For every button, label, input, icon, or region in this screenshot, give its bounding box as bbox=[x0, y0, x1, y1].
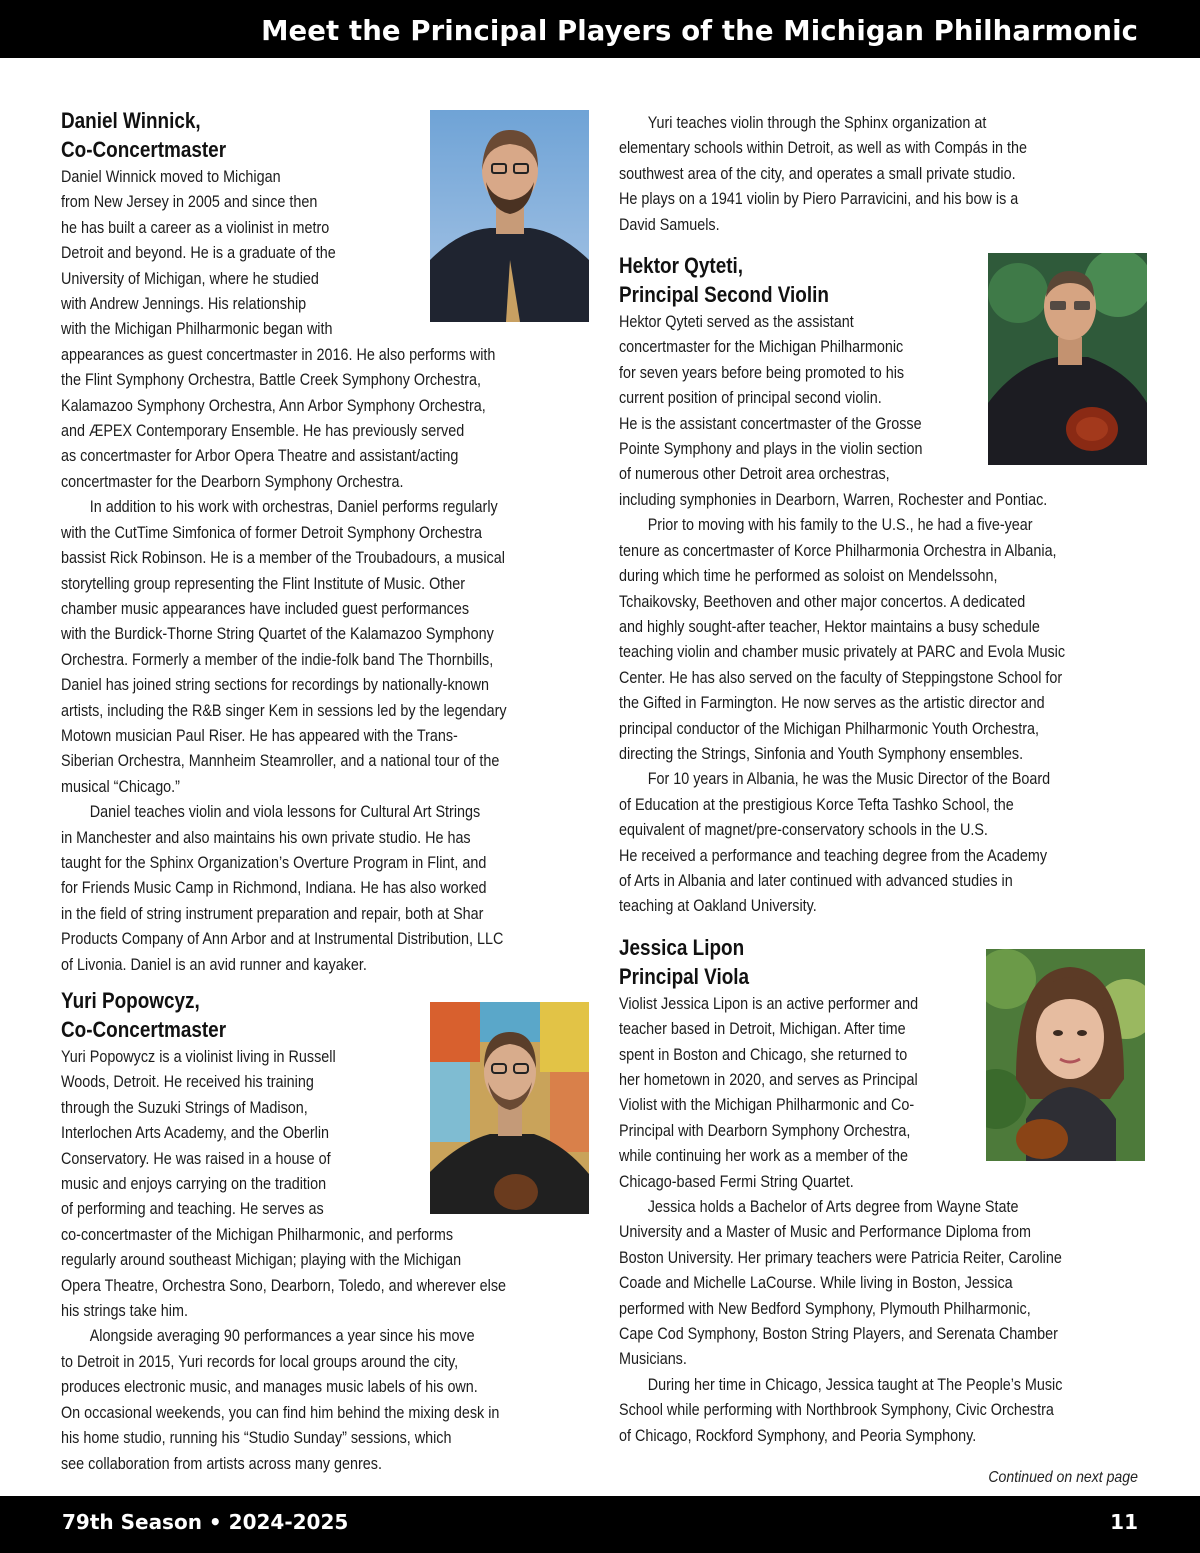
bio-line: He plays on a 1941 violin by Piero Parravicini, and his bow is a bbox=[619, 189, 1019, 209]
bio-line: equivalent of magnet/pre-conservatory schools in the U.S. bbox=[619, 820, 988, 840]
bio-line: Orchestra. Formerly a member of the indie-folk band The Thornbills, bbox=[61, 649, 494, 669]
bio-line: Opera Theatre, Orchestra Sono, Dearborn, Toledo, and wherever else bbox=[61, 1275, 507, 1295]
bio-line: to Detroit in 2015, Yuri records for local groups around the city, bbox=[61, 1351, 459, 1371]
bio-line: see collaboration from artists across many genres. bbox=[61, 1453, 382, 1473]
bio-line: with Andrew Jennings. His relationship bbox=[61, 294, 307, 314]
bio-line: Musicians. bbox=[619, 1349, 687, 1369]
bio-line: Chicago-based Fermi String Quartet. bbox=[619, 1171, 854, 1191]
winnick-photo bbox=[430, 110, 589, 322]
popowcyz-name: Yuri Popowcyz, bbox=[61, 988, 200, 1013]
bio-line: of numerous other Detroit area orchestras, bbox=[619, 464, 890, 484]
bio-line: of Livonia. Daniel is an avid runner and kayaker. bbox=[61, 954, 367, 974]
bio-line: storytelling group representing the Flint Institute of Music. Other bbox=[61, 573, 466, 593]
bio-line: with the CutTime Simfonica of former Detroit Symphony Orchestra bbox=[61, 522, 482, 542]
lipon-name: Jessica Lipon bbox=[619, 934, 745, 960]
popowcyz-bio-continued bbox=[619, 110, 1147, 237]
footer-bar bbox=[0, 1496, 1200, 1553]
bio-line: musical “Chicago.” bbox=[61, 776, 180, 796]
bio-line: On occasional weekends, you can find him behind the mixing desk in bbox=[61, 1402, 500, 1422]
bio-line: concertmaster for the Michigan Philharmonic bbox=[619, 337, 904, 357]
bio-line: from New Jersey in 2005 and since then bbox=[61, 192, 318, 212]
bio-line: regularly around southeast Michigan; playing with the Michigan bbox=[61, 1250, 462, 1270]
bio-line: of performing and teaching. He serves as bbox=[61, 1199, 324, 1219]
bio-line: elementary schools within Detroit, as well as with Compás in the bbox=[619, 138, 1027, 158]
bio-line: Daniel Winnick moved to Michigan bbox=[61, 167, 281, 186]
bio-line: in Manchester and also maintains his own private studio. He has bbox=[61, 827, 471, 847]
lipon-photo bbox=[986, 949, 1145, 1161]
bio-line: Violist Jessica Lipon is an active performer and bbox=[619, 993, 919, 1013]
page-title: Meet the Principal Players of the Michigan Philharmonic bbox=[261, 15, 1138, 47]
bio-line: teacher based in Detroit, Michigan. After time bbox=[619, 1019, 906, 1039]
header-bar bbox=[0, 0, 1200, 58]
bio-line: southwest area of the city, and operates a small private studio. bbox=[619, 163, 1016, 183]
winnick-role: Co-Concertmaster bbox=[61, 137, 227, 162]
bio-line: for Friends Music Camp in Richmond, Indiana. He has also worked bbox=[61, 878, 487, 898]
bio-line: through the Suzuki Strings of Madison, bbox=[61, 1097, 308, 1117]
bio-line: Hektor Qyteti served as the assistant bbox=[619, 312, 854, 332]
bio-line: bassist Rick Robinson. He is a member of the Troubadours, a musical bbox=[61, 548, 505, 568]
bio-line: Motown musician Paul Riser. He has appeared with the Trans- bbox=[61, 725, 458, 745]
bio-line: while continuing her work as a member of the bbox=[619, 1146, 909, 1166]
bio-line: concertmaster for the Dearborn Symphony Orchestra. bbox=[61, 471, 404, 491]
bio-line: as concertmaster for Arbor Opera Theatre and assistant/acting bbox=[61, 446, 459, 466]
bio-line: Woods, Detroit. He received his training bbox=[61, 1072, 314, 1092]
popowcyz-role: Co-Concertmaster bbox=[61, 1017, 227, 1042]
bio-line: Yuri Popowycz is a violinist living in Russell bbox=[61, 1047, 336, 1066]
bio-line: during which time he performed as soloist on Mendelssohn, bbox=[619, 566, 998, 586]
bio-line: music and enjoys carrying on the tradition bbox=[61, 1174, 327, 1194]
bio-line: Interlochen Arts Academy, and the Oberlin bbox=[61, 1123, 330, 1143]
bio-line: He received a performance and teaching degree from the Academy bbox=[619, 845, 1048, 865]
bio-line: of Arts in Albania and later continued with advanced studies in bbox=[619, 870, 1013, 890]
bio-line: the Flint Symphony Orchestra, Battle Creek Symphony Orchestra, bbox=[61, 370, 481, 390]
bio-line: Conservatory. He was raised in a house of bbox=[61, 1148, 331, 1168]
bio-line: Boston University. Her primary teachers were Patricia Reiter, Caroline bbox=[619, 1247, 1062, 1267]
bio-line: his home studio, running his “Studio Sunday” sessions, which bbox=[61, 1428, 452, 1448]
bio-line: and ÆPEX Contemporary Ensemble. He has previously served bbox=[61, 421, 465, 441]
bio-line: Alongside averaging 90 performances a year since his move bbox=[89, 1326, 475, 1346]
bio-line: Center. He has also served on the faculty of Steppingstone School for bbox=[619, 667, 1063, 687]
qyteti-name: Hektor Qyteti, bbox=[619, 253, 744, 279]
bio-line: teaching violin and chamber music privately at PARC and Evola Music bbox=[619, 642, 1066, 662]
bio-line: Principal with Dearborn Symphony Orchestra, bbox=[619, 1120, 911, 1140]
bio-line: Pointe Symphony and plays in the violin section bbox=[619, 439, 923, 459]
bio-line: During her time in Chicago, Jessica taught at The People’s Music bbox=[647, 1374, 1063, 1394]
bio-line: her hometown in 2020, and serves as Principal bbox=[619, 1070, 918, 1089]
bio-line: the Gifted in Farmington. He now serves as the artistic director and bbox=[619, 693, 1045, 713]
bio-line: Detroit and beyond. He is a graduate of the bbox=[61, 243, 336, 263]
bio-line: directing the Strings, Sinfonia and Youth Symphony ensembles. bbox=[619, 743, 1024, 763]
qyteti-role: Principal Second Violin bbox=[619, 282, 829, 308]
page-number: 11 bbox=[1110, 1510, 1138, 1534]
bio-line: taught for the Sphinx Organization’s Overture Program in Flint, and bbox=[61, 852, 487, 872]
bio-line: University and a Master of Music and Performance Diploma from bbox=[619, 1222, 1031, 1242]
bio-line: appearances as guest concertmaster in 2016. He also performs with bbox=[61, 344, 496, 364]
popowcyz-photo bbox=[430, 1002, 589, 1214]
bio-line: Products Company of Ann Arbor and at Instrumental Distribution, LLC bbox=[61, 929, 504, 949]
bio-line: he has built a career as a violinist in metro bbox=[61, 217, 330, 237]
bio-line: University of Michigan, where he studied bbox=[61, 268, 319, 288]
bio-line: of Chicago, Rockford Symphony, and Peoria Symphony. bbox=[619, 1425, 977, 1445]
bio-line: Tchaikovsky, Beethoven and other major concertos. A dedicated bbox=[619, 591, 1026, 611]
bio-line: Yuri teaches violin through the Sphinx organization at bbox=[647, 113, 987, 132]
bio-line: spent in Boston and Chicago, she returned to bbox=[619, 1044, 908, 1064]
bio-line: Prior to moving with his family to the U.S., he had a five-year bbox=[647, 515, 1033, 535]
bio-line: co-concertmaster of the Michigan Philharmonic, and performs bbox=[61, 1224, 454, 1244]
qyteti-photo bbox=[988, 253, 1147, 465]
bio-line: He is the assistant concertmaster of the Grosse bbox=[619, 413, 922, 433]
bio-line: performed with New Bedford Symphony, Plymouth Philharmonic, bbox=[619, 1298, 1031, 1318]
bio-line: principal conductor of the Michigan Philharmonic Youth Orchestra, bbox=[619, 718, 1040, 738]
bio-line: including symphonies in Dearborn, Warren, Rochester and Pontiac. bbox=[619, 489, 1048, 509]
bio-line: For 10 years in Albania, he was the Music Director of the Board bbox=[647, 769, 1051, 789]
bio-line: and highly sought-after teacher, Hektor maintains a busy schedule bbox=[619, 616, 1040, 636]
bio-line: current position of principal second violin. bbox=[619, 388, 882, 408]
bio-line: tenure as concertmaster of Korce Philharmonia Orchestra in Albania, bbox=[619, 540, 1057, 560]
season-label: 79th Season • 2024-2025 bbox=[62, 1510, 349, 1534]
continued-note: Continued on next page bbox=[988, 1469, 1138, 1486]
bio-line: In addition to his work with orchestras, Daniel performs regularly bbox=[89, 497, 498, 517]
bio-line: Daniel has joined string sections for recordings by nationally-known bbox=[61, 675, 489, 695]
bio-line: Jessica holds a Bachelor of Arts degree from Wayne State bbox=[647, 1197, 1019, 1217]
bio-line: his strings take him. bbox=[61, 1301, 188, 1321]
bio-line: School while performing with Northbrook Symphony, Civic Orchestra bbox=[619, 1400, 1054, 1420]
bio-line: teaching at Oakland University. bbox=[619, 896, 817, 916]
bio-line: with the Burdick-Thorne String Quartet of the Kalamazoo Symphony bbox=[61, 624, 494, 644]
bio-line: chamber music appearances have included guest performances bbox=[61, 598, 470, 618]
bio-line: Violist with the Michigan Philharmonic and Co- bbox=[619, 1095, 915, 1115]
bio-line: Daniel teaches violin and viola lessons for Cultural Art Strings bbox=[89, 802, 481, 822]
bio-line: produces electronic music, and manages music labels of his own. bbox=[61, 1377, 478, 1397]
bio-line: Kalamazoo Symphony Orchestra, Ann Arbor Symphony Orchestra, bbox=[61, 395, 486, 415]
bio-line: in the field of string instrument preparation and repair, both at Shar bbox=[61, 903, 484, 923]
bio-line: Siberian Orchestra, Mannheim Steamroller, and a national tour of the bbox=[61, 751, 500, 771]
bio-line: with the Michigan Philharmonic began with bbox=[61, 319, 333, 339]
bio-line: of Education at the prestigious Korce Tefta Tashko School, the bbox=[619, 794, 1014, 814]
bio-line: Cape Cod Symphony, Boston String Players, and Serenata Chamber bbox=[619, 1324, 1058, 1344]
lipon-role: Principal Viola bbox=[619, 963, 750, 989]
winnick-name: Daniel Winnick, bbox=[61, 108, 201, 133]
bio-line: Coade and Michelle LaCourse. While living in Boston, Jessica bbox=[619, 1273, 1013, 1293]
bio-line: for seven years before being promoted to his bbox=[619, 362, 905, 382]
bio-line: artists, including the R&B singer Kem in sessions led by the legendary bbox=[61, 700, 507, 720]
bio-line: David Samuels. bbox=[619, 214, 720, 234]
